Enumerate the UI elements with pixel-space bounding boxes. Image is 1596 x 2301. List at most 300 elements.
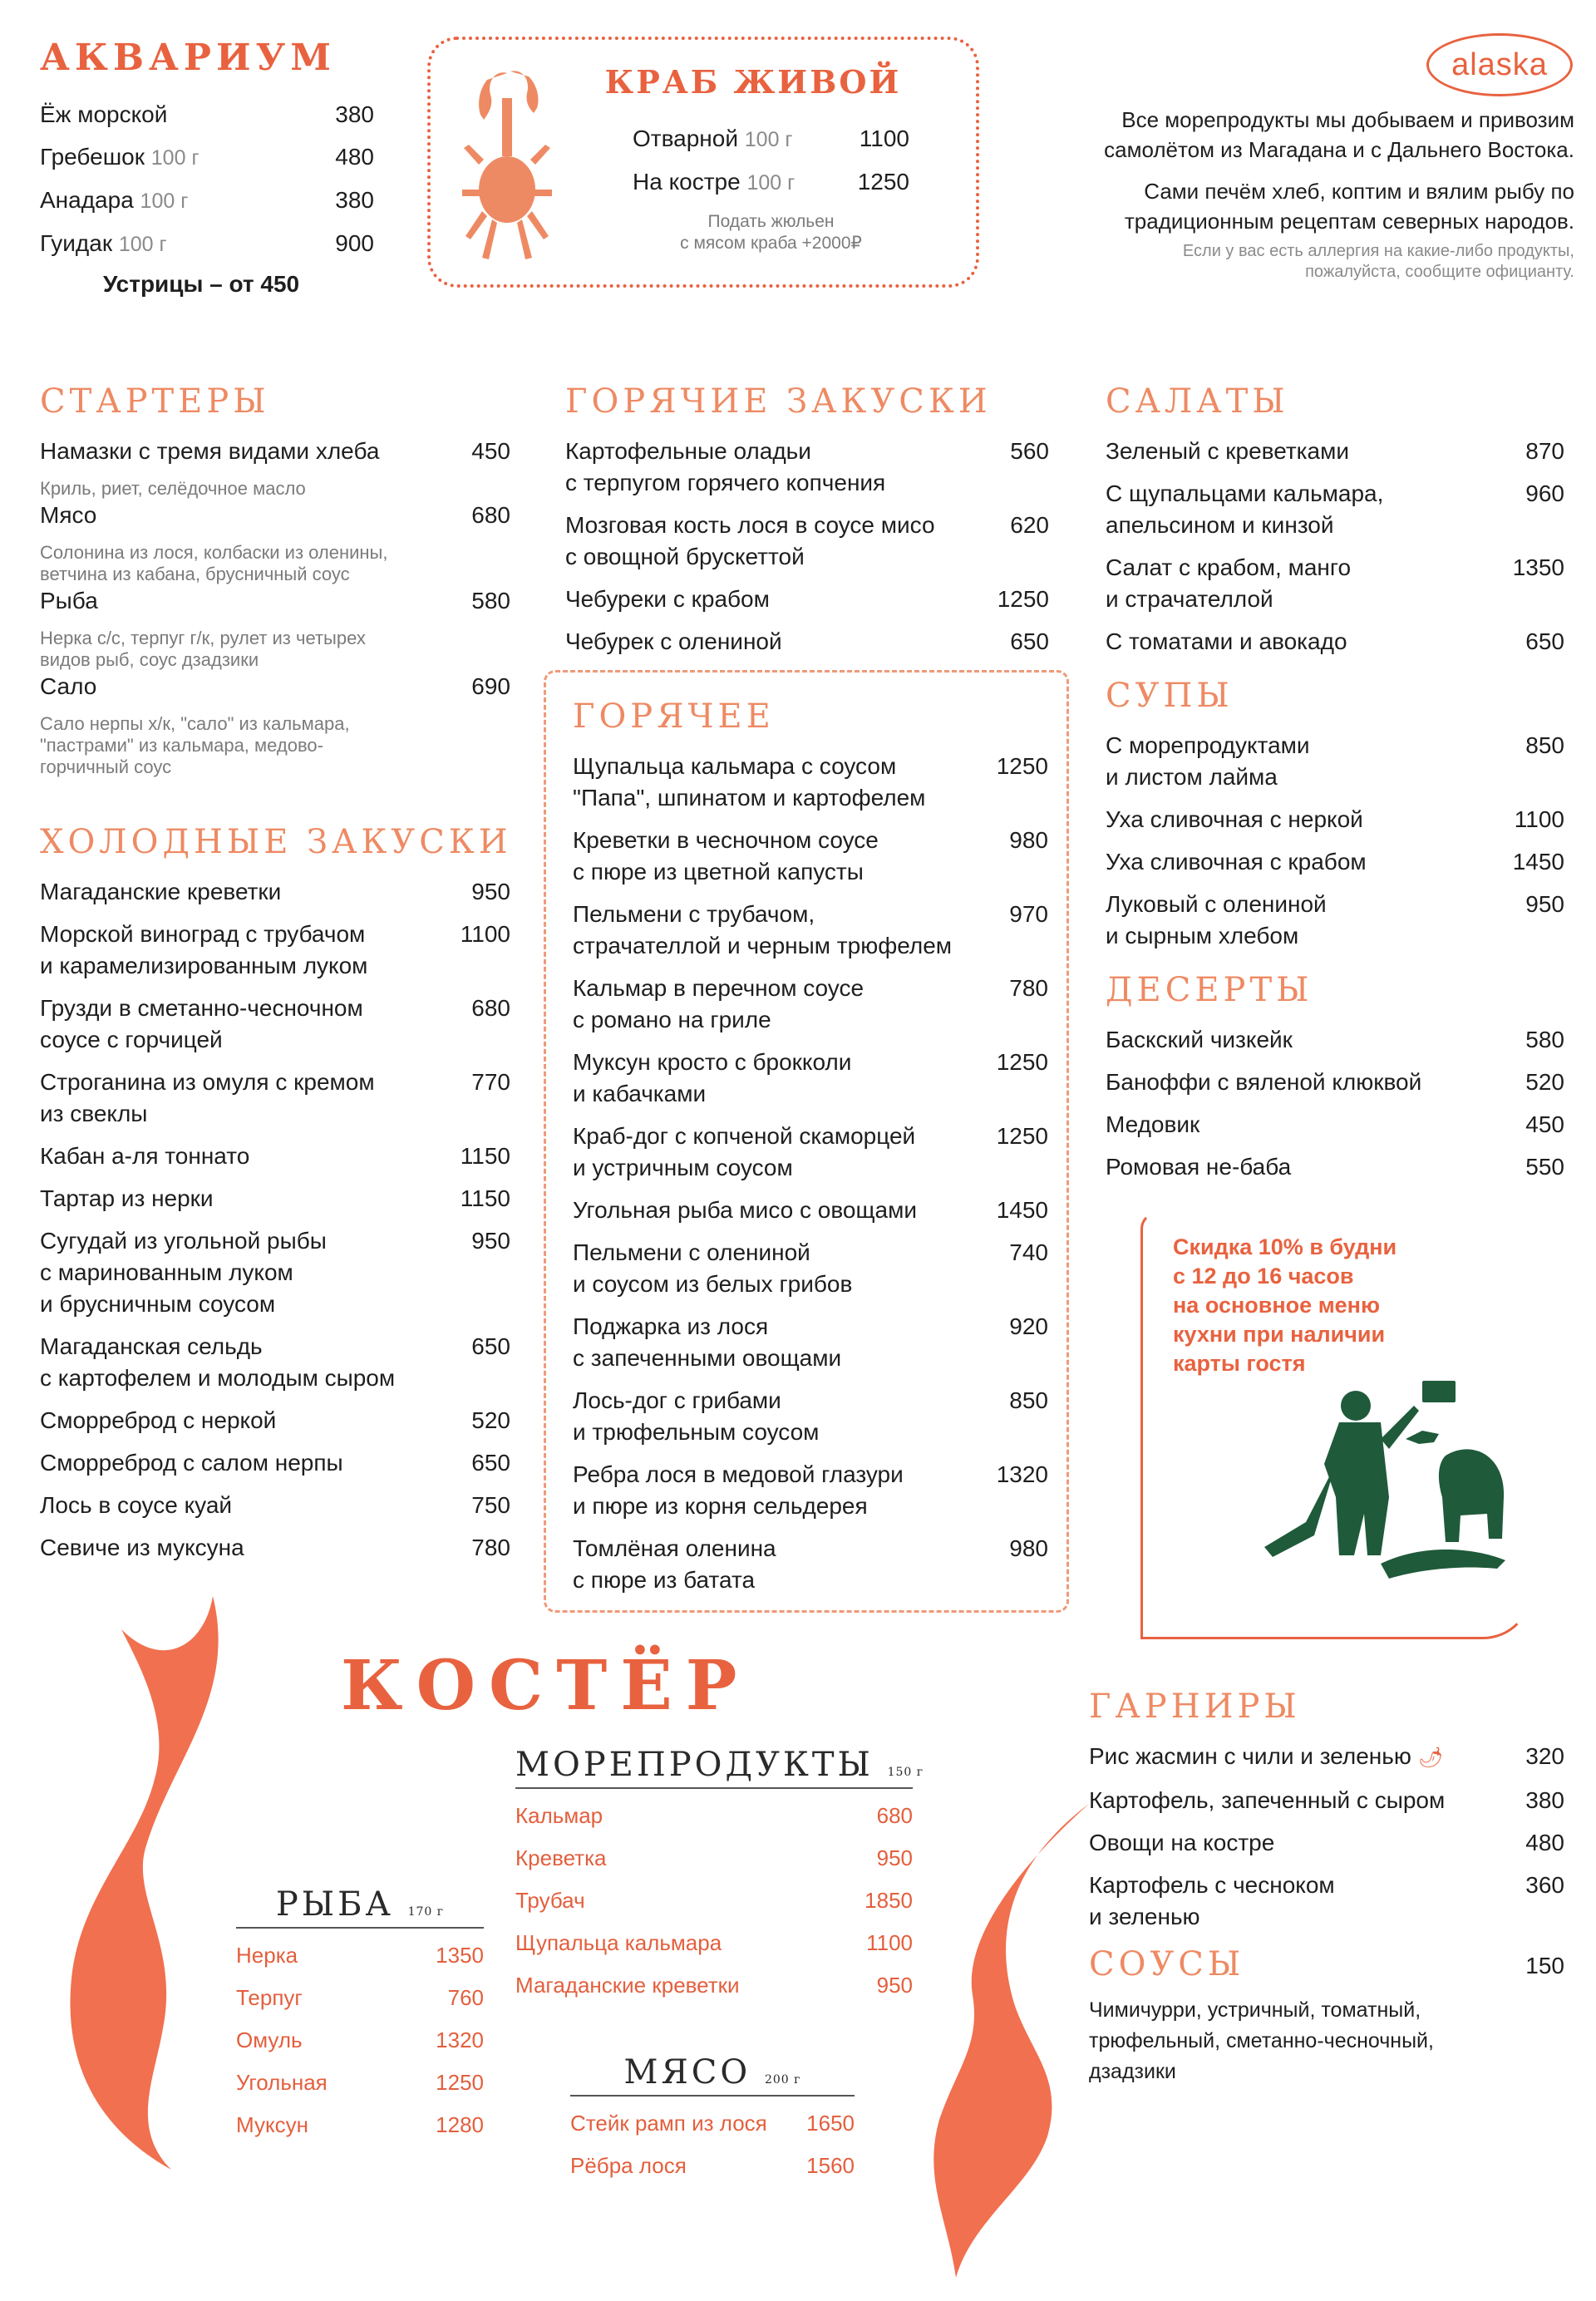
menu-item [515,1843,913,1873]
menu-item-name [40,1405,276,1436]
menu-item-name-text: Магаданские креветки [40,879,282,904]
menu-item-row [1106,889,1564,952]
menu-item-price: 740 [1009,1239,1048,1265]
menu-item-row [40,500,510,531]
menu-item [40,1447,510,1479]
menu-item-name [1106,804,1363,835]
menu-item-name-text: Омуль [236,2028,303,2052]
menu-item [40,500,510,585]
menu-item-row [565,626,1049,658]
crab-note [633,211,909,254]
menu-item-name-text: Морской виноград с трубачом и карамелизированным луком [40,921,368,978]
menu-item [40,585,510,671]
menu-item [40,185,374,217]
menu-item-row [515,1801,913,1830]
menu-item-name-text: Намазки с тремя видами хлеба [40,438,380,464]
menu-item [573,973,1048,1036]
hot-section [573,697,1048,1607]
menu-item-price: 380 [1525,1787,1564,1813]
hot-snacks-section [565,382,1049,668]
menu-item-name [515,1928,722,1958]
menu-item-name [570,2108,767,2138]
meat-title: МЯСО 200 г [570,2053,855,2097]
menu-item-price: 980 [1009,1535,1048,1561]
menu-item-price: 1280 [436,2112,484,2137]
menu-item-row [40,436,510,467]
menu-item [1089,1870,1564,1933]
menu-item-row [565,584,1049,615]
crab-note-line2: с мясом краба +2000₽ [680,234,862,253]
menu-item-name-text: Угольная [236,2070,328,2095]
menu-item-row [573,825,1048,888]
menu-item-row [565,510,1049,573]
menu-item [236,1983,484,2013]
menu-item-row [40,1532,510,1564]
menu-item-name [1106,478,1383,541]
menu-item-name [40,436,379,467]
menu-item [40,1405,510,1436]
menu-item-price: 450 [471,438,510,464]
menu-item-name-text: Щупальца кальмара с соусом "Папа", шпинатом и картофелем [573,753,926,811]
menu-item-price: 780 [1009,975,1048,1001]
menu-item-price: 380 [335,101,374,127]
menu-item-price: 1320 [436,2028,484,2052]
menu-item-price: 1560 [806,2153,855,2178]
menu-item-price: 680 [471,502,510,528]
menu-item-row [40,585,510,617]
menu-item-row [236,1983,484,2013]
menu-item-name [570,2151,687,2180]
menu-item-name-text: Креветки в чесночном соусе с пюре из цветной капусты [573,827,879,884]
menu-item-name [573,1121,915,1184]
menu-item-name [236,1983,303,2013]
menu-item-name [1089,1870,1335,1933]
menu-item-name [40,993,363,1056]
cold-section [40,823,510,1574]
menu-item [573,1385,1048,1448]
menu-item-row [1106,730,1564,793]
menu-item-name [573,1311,841,1374]
menu-item-name-text: Баскский чизкейк [1106,1027,1293,1052]
menu-item-row [515,1885,913,1915]
hot-snacks-list [565,436,1049,658]
menu-item [1106,436,1564,467]
menu-item-row [236,1940,484,1970]
menu-item-name-text: Луковый с олениной и сырным хлебом [1106,891,1327,948]
aquarium-title: АКВАРИУМ [40,37,336,79]
menu-item-row [40,993,510,1056]
menu-item-name-text: С томатами и авокадо [1106,628,1347,654]
menu-item-name-text: Мясо [40,502,97,528]
menu-item-price: 1250 [996,1049,1048,1075]
menu-item-price: 1320 [996,1461,1048,1487]
seafood-title: МОРЕПРОДУКТЫ 150 г [515,1746,913,1789]
menu-item-price: 680 [471,995,510,1021]
menu-item-name [236,1940,298,1970]
menu-item-name [40,141,200,174]
menu-item-price: 900 [335,230,374,256]
menu-item-row [40,185,374,217]
menu-item-weight: 100 г [744,128,793,151]
menu-item-name [1106,730,1310,793]
menu-item-name-text: Картофель, запеченный с сыром [1089,1787,1446,1813]
menu-item [573,1459,1048,1522]
menu-item [1089,1827,1564,1859]
menu-item-row [40,876,510,908]
menu-item-name-text: На костре [633,169,741,195]
menu-item-price: 1100 [859,126,909,151]
menu-item [40,919,510,982]
menu-item-price: 1850 [864,1888,913,1913]
menu-item-weight: 100 г [746,171,796,195]
menu-item-name [565,584,770,615]
menu-item-name [40,1532,244,1564]
menu-item-row [1106,552,1564,615]
menu-item [633,123,909,155]
menu-item-name-text: Лось в соусе куай [40,1492,233,1518]
menu-item-row [236,2025,484,2055]
menu-item [565,584,1049,615]
menu-item [515,1970,913,2000]
menu-item [1106,1067,1564,1098]
menu-item-row [570,2108,855,2138]
menu-item-description: Сало нерпы х/к, "сало" из кальмара, "пастрами" из кальмара, медово- горчичный соус [40,713,350,777]
menu-item [1106,846,1564,878]
menu-item-name-text: Нерка [236,1943,298,1968]
menu-item-row [515,1970,913,2000]
menu-item-price: 650 [1010,628,1049,654]
menu-item-name [40,500,96,531]
menu-item-row [573,899,1048,962]
menu-item-price: 780 [471,1535,510,1560]
menu-item-weight: 100 г [118,233,167,256]
menu-item-row [1106,1024,1564,1056]
menu-item-price: 870 [1525,438,1564,464]
menu-item-name [236,2110,308,2140]
menu-item [565,510,1049,573]
menu-item-name [40,228,167,260]
menu-item [40,436,510,500]
menu-item-row [573,1385,1048,1448]
menu-item-name-text: Магаданские креветки [515,1973,740,1998]
menu-item-name [1106,846,1367,878]
crab-note-line1: Подать жюльен [707,212,835,231]
menu-item-row [236,2110,484,2140]
menu-item-price: 680 [876,1803,913,1828]
menu-item-name [40,1447,343,1479]
menu-item-name-text: Кальмар [515,1803,603,1828]
menu-item-price: 950 [471,879,510,904]
soups-title: СУПЫ [1106,677,1234,715]
menu-item-row [565,436,1049,499]
menu-item-row [1106,1151,1564,1183]
menu-item-name-text: Сморреброд с неркой [40,1407,277,1433]
hot-list [573,751,1048,1596]
menu-item-name [1089,1785,1445,1816]
menu-item-name [1106,1109,1199,1141]
menu-item-price: 920 [1009,1313,1048,1339]
logo-text: alaska [1451,47,1548,82]
menu-item-name-text: Анадара [40,187,134,213]
menu-item-name-text: Уха сливочная с крабом [1106,849,1367,875]
menu-item-name-text: Креветка [515,1845,607,1870]
menu-item-row [570,2151,855,2180]
hunter-illustration [1256,1372,1522,1622]
menu-item-price: 1100 [1514,806,1564,832]
menu-item-name-text: Овощи на костре [1089,1830,1275,1855]
menu-item-price: 360 [1525,1872,1564,1898]
menu-item-price: 980 [1009,827,1048,853]
menu-item [573,1195,1048,1226]
menu-item-row [1089,1785,1564,1816]
menu-item [236,1940,484,1970]
fox-icon [1406,1431,1439,1444]
menu-item [40,228,374,260]
menu-item [40,1490,510,1521]
flame-right [923,1804,1097,2278]
menu-item-name-text: Угольная рыба мисо с овощами [573,1197,917,1223]
starters-list [40,436,510,778]
desserts-section [1106,971,1564,1194]
menu-item-price: 380 [335,187,374,213]
menu-item-name-text: Салат с крабом, манго и страчателлой [1106,554,1352,612]
menu-item [573,899,1048,962]
menu-item-price: 580 [471,588,510,613]
menu-item-name-text: Картофель с чесноком и зеленью [1089,1872,1335,1929]
hot-box [544,670,1069,1613]
crab-box [427,37,979,288]
menu-item-name-text: Пельмени с трубачом, страчателлой и черным трюфелем [573,901,953,958]
menu-item-description: Солонина из лося, колбаски из оленины, ветчина из кабана, брусничный соус [40,542,388,584]
desserts-list [1106,1024,1564,1183]
menu-item [1106,804,1564,835]
menu-item-name [40,671,96,702]
cold-list [40,876,510,1564]
menu-item-description: Криль, риет, селёдочное масло [40,478,306,499]
cold-title: ХОЛОДНЫЕ ЗАКУСКИ [40,823,512,861]
sides-list [1089,1741,1564,1933]
menu-item-description: Нерка с/с, терпуг г/к, рулет из четырех видов рыб, соус дзадзики [40,628,366,670]
menu-item-name-text: Щупальца кальмара [515,1930,722,1955]
menu-item [515,1885,913,1915]
menu-item-price: 1150 [460,1143,510,1169]
menu-item [573,825,1048,888]
menu-item-name-text: Терпуг [236,1985,303,2010]
menu-item-name [1106,626,1347,658]
allergy-note: Если у вас есть аллергия на какие-либо продукты, пожалуйста, сообщите официанту. [1182,242,1574,281]
menu-item-price: 320 [1525,1743,1564,1769]
sides-title: ГАРНИРЫ [1089,1688,1301,1726]
menu-item-price: 750 [471,1492,510,1518]
starters-title: СТАРТЕРЫ [40,382,270,421]
menu-item [515,1928,913,1958]
menu-item [236,2067,484,2097]
intro-line2: Сами печём хлеб, коптим и вялим рыбу по традиционным рецептам северных народов. [1124,179,1574,234]
aquarium-section [40,37,374,298]
menu-item [40,1183,510,1215]
aquarium-list [40,99,374,260]
menu-item-price: 1100 [866,1930,913,1955]
menu-item-name-text: Рёбра лося [570,2153,687,2178]
intro-block [1006,105,1574,283]
menu-item-name-text: Чебурек с олениной [565,628,782,654]
menu-item-price: 950 [876,1973,913,1998]
menu-item-name-text: Краб-дог с копченой скаморцей и устричным соусом [573,1123,916,1180]
menu-item-name [236,2067,328,2097]
menu-item-row [40,919,510,982]
menu-item-row [40,1067,510,1130]
menu-item-row [40,141,374,174]
menu-item-name [1089,1827,1274,1859]
menu-item-name-text: Гуидак [40,230,113,256]
menu-item-name [515,1885,585,1915]
menu-item-row [515,1928,913,1958]
menu-item-row [1106,1109,1564,1141]
fish-section [236,1885,484,2152]
menu-item-name [573,751,925,814]
menu-item-price: 480 [335,144,374,170]
menu-item [1089,1785,1564,1816]
oysters-line: Устрицы – от 450 [103,271,300,297]
bonfire-title: КОСТЁР [341,1646,751,1726]
menu-item-name-text: Строганина из омуля с кремом из свеклы [40,1069,375,1126]
menu-item-row [573,1047,1048,1110]
menu-item [573,1047,1048,1110]
menu-item-row [573,1459,1048,1522]
menu-item-price: 950 [1525,891,1564,917]
menu-item-price: 1650 [806,2111,855,2136]
menu-item-row [40,1225,510,1320]
menu-item-name [1106,552,1351,615]
menu-item-row [515,1843,913,1873]
menu-item-name [40,99,167,131]
menu-item-row [40,1183,510,1215]
menu-item-price: 1450 [1512,849,1564,875]
intro-line1: Все морепродукты мы добываем и привозим самолётом из Магадана и с Дальнего Востока. [1104,107,1574,162]
menu-item-name-text: Муксун кросто с брокколи и кабачками [573,1049,852,1106]
menu-item-row [573,1195,1048,1226]
menu-item-price: 960 [1525,480,1564,506]
menu-item-name [1106,1024,1293,1056]
menu-item-name-text: Сугудай из угольной рыбы с маринованным луком и брусничным соусом [40,1228,327,1317]
menu-item [1106,552,1564,615]
soups-section [1106,677,1564,963]
menu-item-name-text: Отварной [633,126,738,151]
menu-item-name-text: Севиче из муксуна [40,1535,244,1560]
menu-item-row [236,2067,484,2097]
menu-item-price: 1250 [436,2070,484,2095]
menu-item-weight: 100 г [140,190,189,213]
menu-item [573,1121,1048,1184]
menu-item-price: 1250 [996,1123,1048,1149]
menu-item-name-text: Уха сливочная с неркой [1106,806,1363,832]
menu-item-price: 850 [1009,1387,1048,1413]
menu-item [565,436,1049,499]
menu-item-name-text: Сморреброд с салом нерпы [40,1450,343,1476]
menu-item-name [573,1533,776,1596]
crab-list [633,123,909,209]
menu-item-price: 1250 [997,586,1049,612]
seafood-section [515,1746,924,2013]
menu-item-row [40,99,374,131]
menu-item-name [515,1801,603,1830]
menu-item [40,876,510,908]
menu-item-name [1106,436,1349,467]
menu-item [1106,730,1564,793]
menu-item-name-text: Кальмар в перечном соусе с романо на гриле [573,975,864,1032]
menu-item [515,1801,913,1830]
menu-item-name-text: С щупальцами кальмара, апельсином и кинзой [1106,480,1384,538]
menu-item-name-text: Сало [40,673,97,699]
menu-item-price: 1350 [436,1943,484,1968]
hot-title: ГОРЯЧЕЕ [573,697,775,736]
menu-item-price: 1150 [460,1185,510,1211]
menu-item-name [573,1195,917,1226]
menu-item-row [1106,478,1564,541]
menu-item-name [565,626,782,658]
menu-item [573,1237,1048,1300]
menu-item [236,2025,484,2055]
menu-item [40,993,510,1056]
menu-item-row [573,973,1048,1036]
menu-item-row [40,1490,510,1521]
menu-item-name-text: Чебуреки с крабом [565,586,770,612]
menu-item-name [40,919,367,982]
menu-item [40,1141,510,1172]
menu-item-name [573,973,864,1036]
menu-item-name-text: Магаданская сельдь с картофелем и молодым сыром [40,1333,396,1391]
menu-item-name [1106,1067,1421,1098]
hot-snacks-title: ГОРЯЧИЕ ЗАКУСКИ [565,382,992,421]
menu-item-name-text: Баноффи с вяленой клюквой [1106,1069,1422,1095]
menu-item-weight: 100 г [150,146,200,170]
menu-item-name-text: Ёж морской [40,101,168,127]
menu-item-row [40,1447,510,1479]
menu-item-name-text: Картофельные оладьи с терпугом горячего копчения [565,438,886,495]
menu-item-name [40,185,188,217]
menu-item-price: 970 [1009,901,1048,927]
menu-item-name [40,1141,249,1172]
menu-item-price: 690 [471,673,510,699]
menu-item-name [40,1183,214,1215]
starters-section [40,382,510,778]
menu-item-price: 1350 [1512,554,1564,580]
menu-item [1089,1741,1564,1774]
menu-item-price: 620 [1010,512,1049,538]
menu-item [573,1533,1048,1596]
soups-list [1106,730,1564,952]
menu-item-name [40,585,98,617]
menu-item [633,166,909,199]
menu-item-name [1089,1741,1443,1774]
menu-item-row [1106,804,1564,835]
menu-item-name [633,123,793,155]
menu-item-row [40,1405,510,1436]
menu-item-name-text: Медовик [1106,1111,1200,1137]
menu-item [40,1331,510,1394]
menu-item-name [573,1047,851,1110]
menu-item-price: 950 [876,1845,913,1870]
menu-item-name [573,1459,904,1522]
menu-item [565,626,1049,658]
menu-item-price: 550 [1525,1154,1564,1180]
menu-item-row [40,1141,510,1172]
menu-item-row [1089,1870,1564,1933]
menu-item-row [573,1533,1048,1596]
menu-item [1106,1109,1564,1141]
menu-item-price: 480 [1525,1830,1564,1855]
menu-item-price: 1250 [996,753,1048,779]
